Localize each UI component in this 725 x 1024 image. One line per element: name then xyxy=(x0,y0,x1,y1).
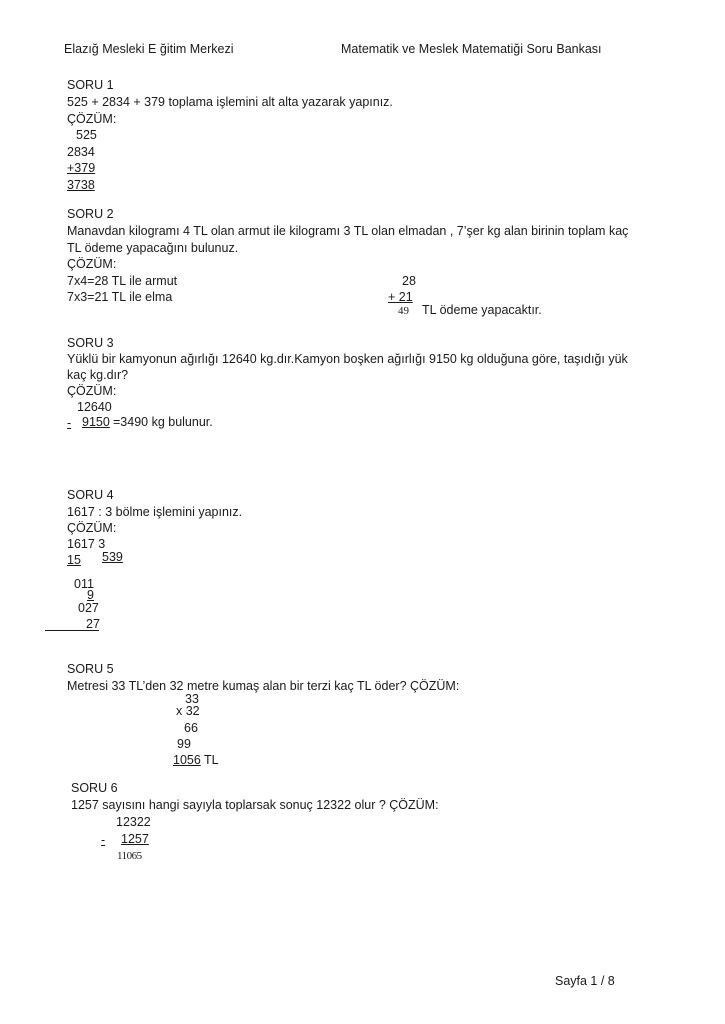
q6-subtrahend: 1257 xyxy=(121,832,149,846)
q3-result-text: =3490 kg bulunur. xyxy=(113,415,213,429)
q6-minus: - xyxy=(101,833,106,847)
q5-partial-2: 99 xyxy=(177,737,191,751)
q4-step-3: 027 xyxy=(78,601,99,615)
q4-solution-label: ÇÖZÜM: xyxy=(67,521,117,535)
q4-step-4: 27 xyxy=(86,617,100,631)
q4-step-1: 011 xyxy=(74,577,94,591)
q2-solution-label: ÇÖZÜM: xyxy=(67,257,117,271)
q2-result-text: TL ödeme yapacaktır. xyxy=(422,303,542,317)
q2-text-line2: TL ödeme yapacağını bulunuz. xyxy=(67,241,239,255)
q6-top: 12322 xyxy=(116,815,151,829)
q2-add-second: + 21 xyxy=(388,290,413,304)
q5-title: SORU 5 xyxy=(67,662,114,676)
q2-title: SORU 2 xyxy=(67,207,114,221)
header-left: Elazığ Mesleki E ğitim Merkezi xyxy=(64,42,234,56)
q1-solution-label: ÇÖZÜM: xyxy=(67,112,117,126)
q5-result: 1056 xyxy=(173,753,201,767)
q4-step-2: 9 xyxy=(87,588,94,602)
q2-text-line1: Manavdan kilogramı 4 TL olan armut ile kilogramı 3 TL olan elmadan , 7’şer kg alan birinin toplam kaç xyxy=(67,224,629,238)
q1-line-1: 525 xyxy=(76,128,97,142)
q5-unit: TL xyxy=(204,753,219,767)
q5-partial-1: 66 xyxy=(184,721,198,735)
q6-text: 1257 sayısını hangi sayıyla toplarsak sonuç 12322 olur ? ÇÖZÜM: xyxy=(71,798,439,812)
q4-first-subtraction: 15 xyxy=(67,553,81,567)
q6-result: 11065 xyxy=(117,850,142,862)
q4-dividend-divisor: 1617 3 xyxy=(67,537,106,551)
q2-calc-1: 7x4=28 TL ile armut xyxy=(67,274,178,288)
q4-title: SORU 4 xyxy=(67,488,114,502)
q3-text-line2: kaç kg.dır? xyxy=(67,368,129,382)
q1-line-2: 2834 xyxy=(67,145,95,159)
q3-top: 12640 xyxy=(77,400,112,414)
q1-text: 525 + 2834 + 379 toplama işlemini alt alta yazarak yapınız. xyxy=(67,95,393,109)
q2-result: 49 xyxy=(398,305,409,317)
q4-final-line xyxy=(45,630,99,631)
q1-result: 3738 xyxy=(67,178,95,192)
q3-subtrahend: 9150 xyxy=(82,415,110,429)
q5-multiplier: x 32 xyxy=(176,704,200,718)
q2-add-top: 28 xyxy=(402,274,416,288)
q3-title: SORU 3 xyxy=(67,336,114,350)
header-right: Matematik ve Meslek Matematiği Soru Bankası xyxy=(341,42,602,56)
q3-solution-label: ÇÖZÜM: xyxy=(67,384,117,398)
q4-quotient: 539 xyxy=(102,550,123,564)
q2-calc-2: 7x3=21 TL ile elma xyxy=(67,290,173,304)
q1-line-3: +379 xyxy=(67,161,96,175)
q3-text-line1: Yüklü bir kamyonun ağırlığı 12640 kg.dır.Kamyon boşken ağırlığı 9150 kg olduğuna göre, taşıdığı yük xyxy=(67,352,628,366)
page-number: Sayfa 1 / 8 xyxy=(555,974,615,988)
q5-text: Metresi 33 TL’den 32 metre kumaş alan bir terzi kaç TL öder? ÇÖZÜM: xyxy=(67,679,460,693)
q5-top: 33 xyxy=(185,692,199,706)
q1-title: SORU 1 xyxy=(67,78,114,92)
q4-text: 1617 : 3 bölme işlemini yapınız. xyxy=(67,505,243,519)
q3-minus: - xyxy=(67,416,72,430)
q6-title: SORU 6 xyxy=(71,781,118,795)
